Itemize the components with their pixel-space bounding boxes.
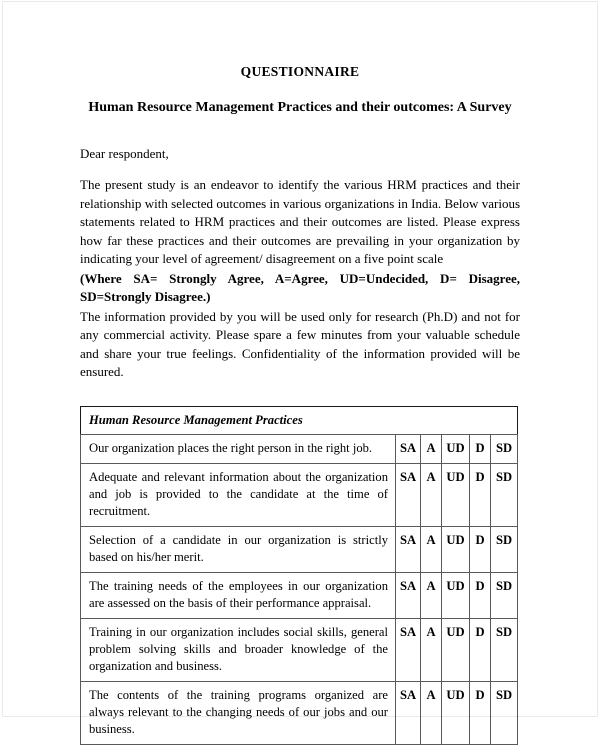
option-d[interactable]: D	[470, 464, 491, 527]
survey-table-wrapper	[80, 381, 520, 745]
option-sd[interactable]: SD	[491, 573, 518, 619]
statement-text: Training in our organization includes social skills, general problem solving skills and broader knowledge of the organization and business.	[81, 619, 396, 682]
option-a[interactable]: A	[421, 527, 442, 573]
statement-text: Our organization places the right person in the right job.	[81, 435, 396, 464]
option-sa[interactable]: SA	[396, 527, 421, 573]
statement-text: Selection of a candidate in our organization is strictly based on his/her merit.	[81, 527, 396, 573]
table-row	[81, 682, 518, 745]
option-ud[interactable]: UD	[442, 682, 470, 745]
confidentiality-paragraph: The information provided by you will be used only for research (Ph.D) and not for any commercial activity. Please spare a few minutes from your valuable schedule and share your true feelings. Confidentiality of the information provided will be ensured.	[80, 308, 520, 380]
option-d[interactable]: D	[470, 527, 491, 573]
option-sa[interactable]: SA	[396, 573, 421, 619]
option-d[interactable]: D	[470, 619, 491, 682]
option-sd[interactable]: SD	[491, 464, 518, 527]
page-title: QUESTIONNAIRE	[240, 64, 360, 79]
option-ud[interactable]: UD	[442, 573, 470, 619]
option-a[interactable]: A	[421, 682, 442, 745]
salutation-text: Dear respondent,	[80, 145, 169, 161]
option-a[interactable]: A	[421, 464, 442, 527]
option-ud[interactable]: UD	[442, 435, 470, 464]
statement-text: The contents of the training programs organized are always relevant to the changing needs of our jobs and our business.	[81, 682, 396, 745]
option-d[interactable]: D	[470, 435, 491, 464]
table-row	[81, 435, 518, 464]
table-row	[81, 573, 518, 619]
statement-text: Adequate and relevant information about the organization and job is provided to the candidate at the time of recruitment.	[81, 464, 396, 527]
section-heading: Human Resource Management Practices	[81, 407, 518, 435]
option-ud[interactable]: UD	[442, 464, 470, 527]
option-sd[interactable]: SD	[491, 527, 518, 573]
table-section-header-row	[81, 407, 518, 435]
option-ud[interactable]: UD	[442, 527, 470, 573]
option-a[interactable]: A	[421, 573, 442, 619]
option-sd[interactable]: SD	[491, 619, 518, 682]
table-row	[81, 464, 518, 527]
option-d[interactable]: D	[470, 573, 491, 619]
intro-paragraph: The present study is an endeavor to identify the various HRM practices and their relationship with selected outcomes in various organizations in India. Below various statements related to HRM practices and their outcomes are listed. Please express how far these practices and their outcomes are prevailing in your organization by indicating your level of agreement/ disagreement on a five point scale	[80, 177, 520, 267]
option-a[interactable]: A	[421, 619, 442, 682]
scale-legend-paragraph: (Where SA= Strongly Agree, A=Agree, UD=Undecided, D= Disagree, SD=Strongly Disagree.)	[80, 270, 520, 305]
option-sd[interactable]: SD	[491, 682, 518, 745]
option-sa[interactable]: SA	[396, 619, 421, 682]
statement-text: The training needs of the employees in our organization are assessed on the basis of their performance appraisal.	[81, 573, 396, 619]
option-d[interactable]: D	[470, 682, 491, 745]
document-page	[2, 1, 598, 737]
option-ud[interactable]: UD	[442, 619, 470, 682]
document-content	[80, 2, 520, 745]
option-sd[interactable]: SD	[491, 435, 518, 464]
table-row	[81, 527, 518, 573]
option-sa[interactable]: SA	[396, 464, 421, 527]
table-row	[81, 619, 518, 682]
option-sa[interactable]: SA	[396, 682, 421, 745]
option-a[interactable]: A	[421, 435, 442, 464]
option-sa[interactable]: SA	[396, 435, 421, 464]
document-subtitle: Human Resource Management Practices and their outcomes: A Survey	[88, 99, 512, 115]
survey-table	[80, 406, 518, 745]
